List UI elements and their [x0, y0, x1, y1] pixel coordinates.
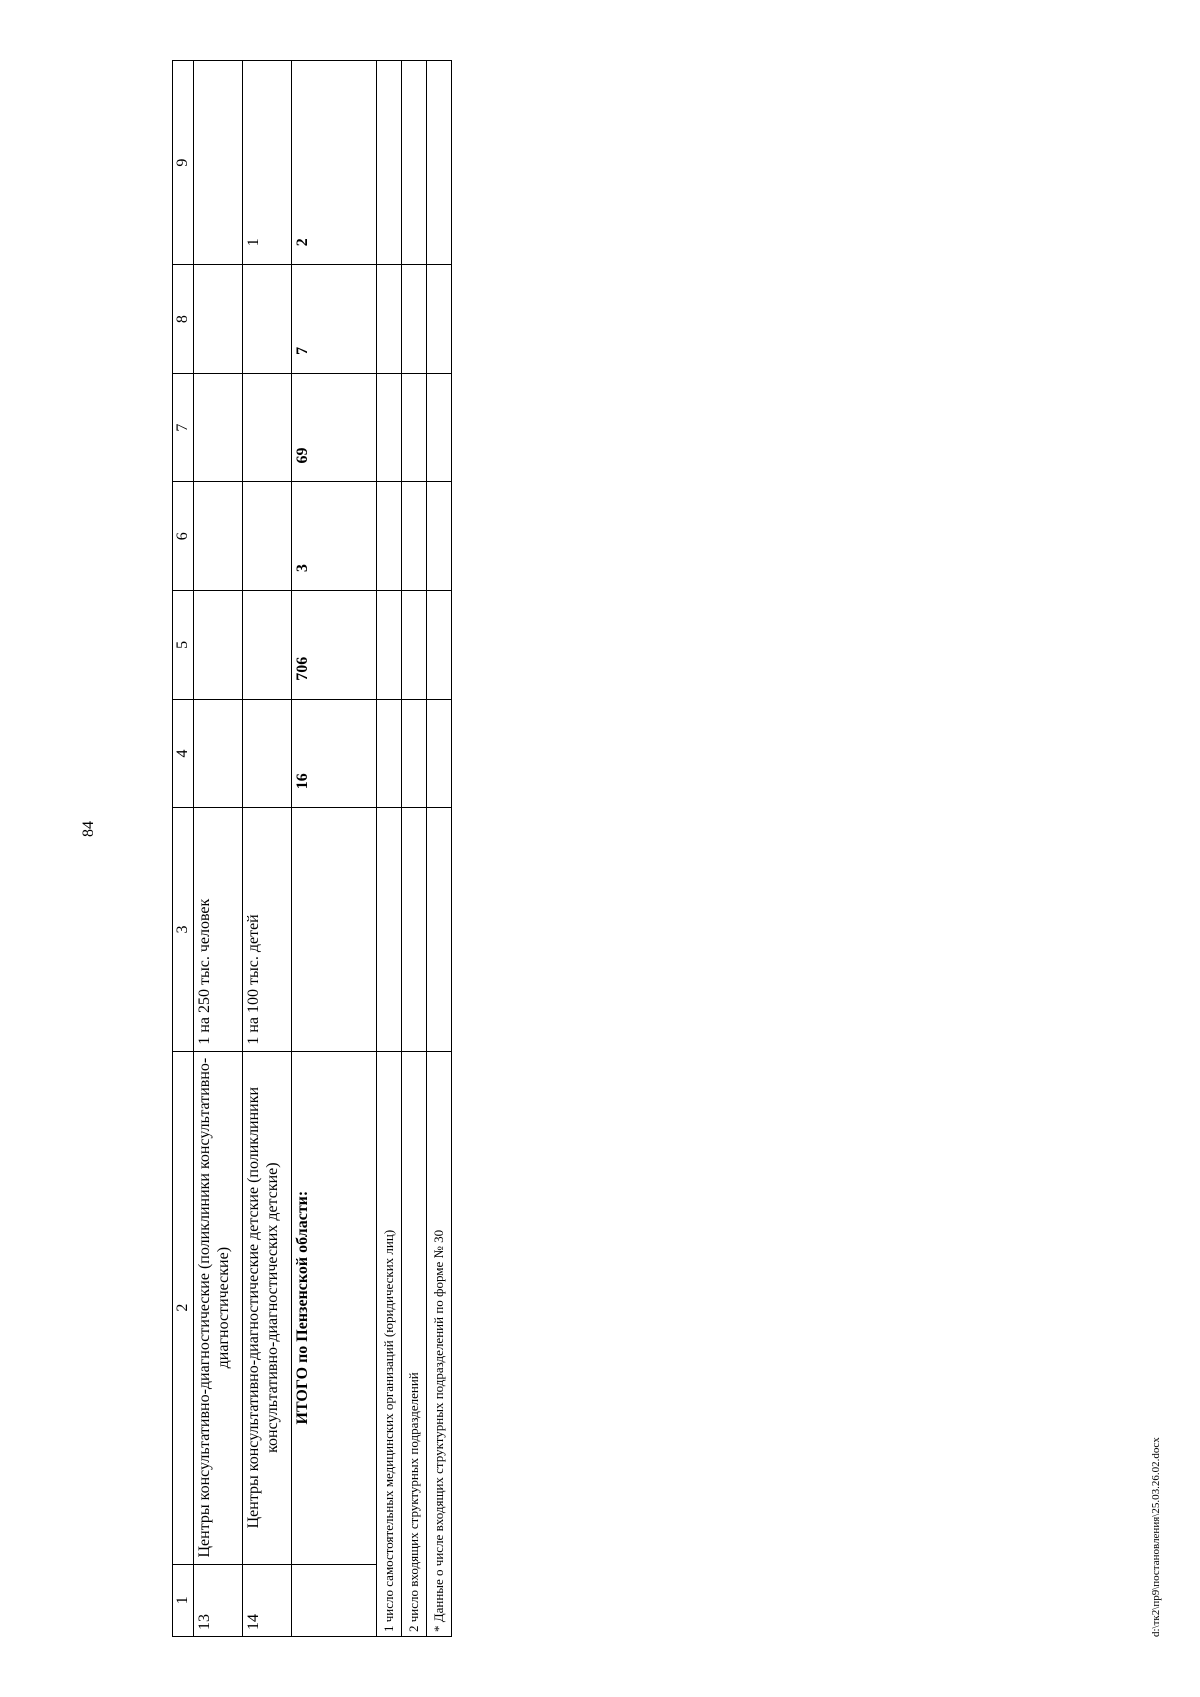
column-number: 3	[173, 808, 194, 1051]
column-number: 9	[173, 61, 194, 265]
value-cell	[194, 591, 243, 700]
table-row	[243, 61, 292, 1637]
total-row	[292, 61, 377, 1637]
column-number: 2	[173, 1051, 194, 1564]
column-number: 8	[173, 265, 194, 374]
row-number: 14	[243, 1564, 292, 1636]
column-number-row	[173, 61, 194, 1637]
footnote-row	[377, 61, 402, 1637]
facility-name: Центры консультативно-диагностические (поликлиники консультативно-диагностические)	[194, 1051, 243, 1564]
total-value: 7	[292, 265, 377, 374]
footnote: * Данные о числе входящих структурных подразделений по форме № 30	[427, 1051, 452, 1636]
total-value: 3	[292, 482, 377, 591]
footnote: 2 число входящих структурных подразделений	[402, 1051, 427, 1636]
total-label: ИТОГО по Пензенской области:	[292, 1051, 377, 1564]
page-number: 84	[80, 821, 97, 837]
row-number	[292, 1564, 377, 1636]
total-value: 2	[292, 61, 377, 265]
total-value: 69	[292, 373, 377, 482]
total-value: 706	[292, 591, 377, 700]
norm-cell: 1 на 250 тыс. человек	[194, 808, 243, 1051]
value-cell	[243, 265, 292, 374]
value-cell	[243, 482, 292, 591]
row-number: 13	[194, 1564, 243, 1636]
value-cell	[194, 482, 243, 591]
footnote: 1 число самостоятельных медицинских организаций (юридических лиц)	[377, 1051, 402, 1636]
column-number: 7	[173, 373, 194, 482]
value-cell	[194, 373, 243, 482]
value-cell: 1	[243, 61, 292, 265]
value-cell	[243, 373, 292, 482]
value-cell	[243, 699, 292, 808]
column-number: 4	[173, 699, 194, 808]
medical-facilities-table	[172, 60, 452, 1637]
column-number: 6	[173, 482, 194, 591]
total-value: 16	[292, 699, 377, 808]
column-number: 5	[173, 591, 194, 700]
column-number: 1	[173, 1564, 194, 1636]
footnote-row	[427, 61, 452, 1637]
value-cell	[243, 591, 292, 700]
footnote-row	[402, 61, 427, 1637]
norm-cell	[292, 808, 377, 1051]
value-cell	[194, 265, 243, 374]
value-cell	[194, 699, 243, 808]
facility-name: Центры консультативно-диагностические детские (поликлиники консультативно-диагностических детские)	[243, 1051, 292, 1564]
file-path: d:\тк2\пр9\постановления\25.03.26.02.docx	[1150, 1437, 1162, 1637]
norm-cell: 1 на 100 тыс. детей	[243, 808, 292, 1051]
value-cell	[194, 61, 243, 265]
table-row	[194, 61, 243, 1637]
